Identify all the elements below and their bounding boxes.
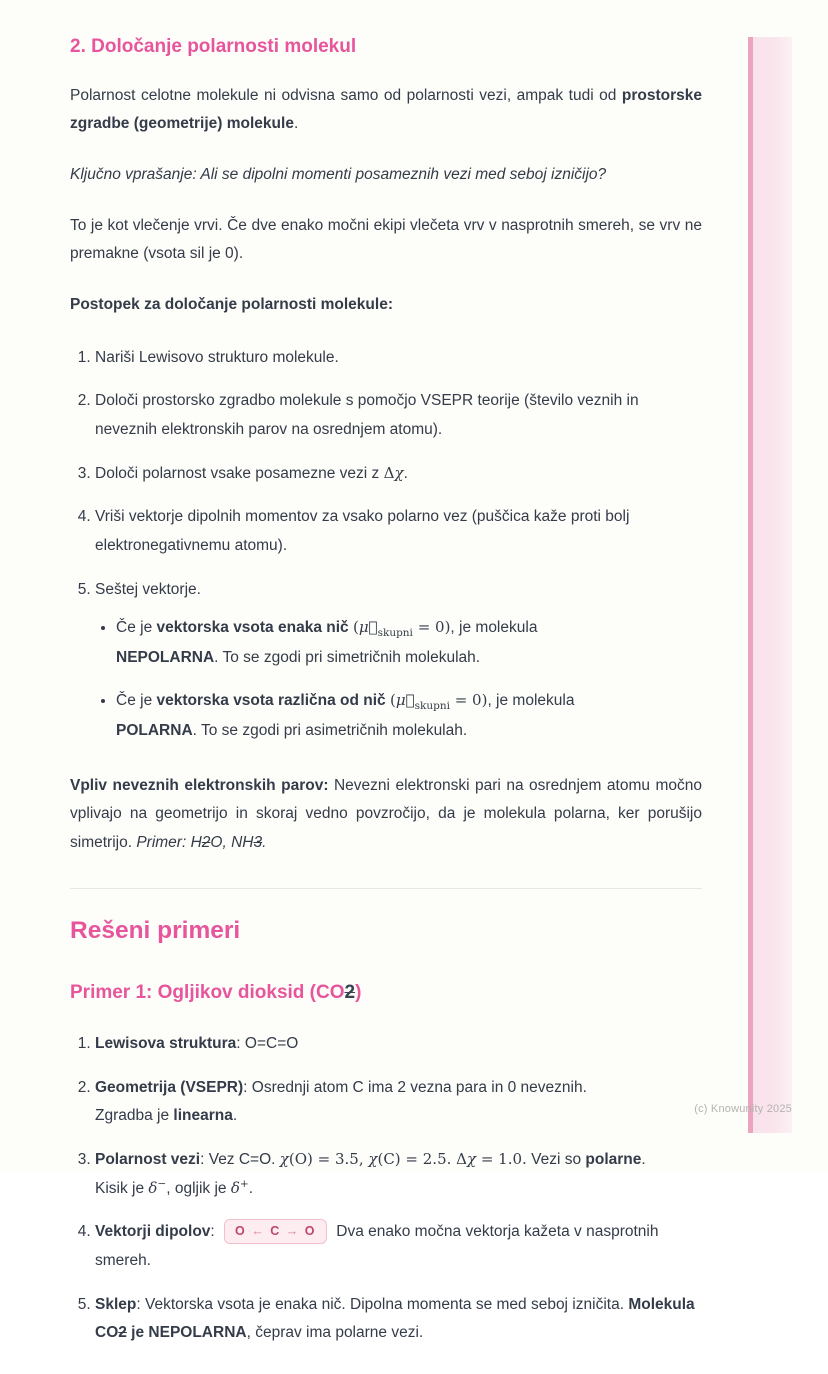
example-title: Primer 1: Ogljikov dioksid (CO2) [70, 982, 362, 1004]
text-run: Zgradba je [95, 1107, 174, 1125]
paragraph-intro [70, 82, 702, 139]
bold-run: polarne [585, 1151, 642, 1169]
strikethrough-subscript: 2 [118, 1324, 127, 1342]
math-mu-total: $(\mu⃗_{skupni} = 0)$ [389, 691, 488, 713]
bold-run: Sklep [95, 1295, 137, 1313]
bold-run: vektorska vsota različna od nič [156, 692, 386, 710]
bold-run: linearna [173, 1107, 233, 1125]
bold-run: POLARNA [116, 721, 193, 739]
math-electronegativity: χ(O) = 3.5, χ(C) = 2.5. Δχ = 1.0. [279, 1150, 527, 1169]
text-run: Seštej vektorje. [95, 580, 201, 598]
text-run: Polarnost celotne molekule ni odvisna samo od polarnosti vezi, ampak tudi od [70, 86, 622, 104]
procedure-list [70, 344, 702, 746]
strikethrough-subscript: 2 [201, 833, 211, 851]
list-item: 1. Nariši Lewisovo strukturo molekule. [95, 344, 702, 373]
bold-run: Geometrija (VSEPR) [95, 1078, 244, 1096]
italic-run: Primer: H [136, 833, 202, 851]
list-item [95, 576, 702, 746]
mu-vector-symbol: μ⃗ [395, 691, 415, 710]
text-run: : [210, 1223, 220, 1241]
italic-run: . [262, 833, 267, 851]
bold-run: Lewisova struktura [95, 1035, 237, 1053]
section-divider [70, 888, 702, 889]
mu-vector-symbol: μ⃗ [358, 618, 378, 637]
paragraph-analogy: To je kot vlečenje vrvi. Če dve enako močni ekipi vlečeta vrv v nasprotnih smereh, se vrv ne premakne (vsota sil je 0). [70, 216, 702, 263]
text-run: Dva enako močna vektorja kažeta v nasprotnih smereh. [95, 1223, 659, 1270]
text-run: , je molekula [487, 692, 575, 710]
bold-run: vektorska vsota enaka nič [156, 619, 349, 637]
text-run: . To se zgodi pri asimetričnih molekulah. [192, 721, 468, 739]
list-item [95, 1074, 702, 1131]
paragraph-lone-pairs [70, 772, 702, 858]
italic-run: O, NH [210, 833, 254, 851]
bold-run: Vpliv neveznih elektronskih parov: [70, 776, 329, 794]
chapter-title: Rešeni primeri [70, 916, 241, 944]
list-item [95, 1030, 702, 1059]
list-item [95, 1291, 702, 1348]
section-title: 2. Določanje polarnosti molekul [70, 36, 357, 57]
text-run: , čeprav ima polarne vezi. [246, 1324, 424, 1342]
left-arrow-icon: ← [251, 1224, 266, 1239]
text-run: . [293, 115, 299, 133]
list-item [95, 460, 702, 489]
text-run: : Vez C=O. [200, 1151, 280, 1169]
math-mu-total: $(\mu⃗_{skupni} = 0)$ [352, 618, 451, 640]
list-item: 4. Vriši vektorje dipolnih momentov za vsako polarno vez (puščica kaže proti bolj elektronegativnemu atomu). [95, 503, 702, 560]
right-arrow-icon: → [285, 1224, 300, 1239]
math-delta-plus: δ+ [230, 1177, 249, 1197]
document-content [70, 34, 702, 1374]
text-run: . [248, 1179, 254, 1197]
bold-run: Molekula CO [95, 1295, 695, 1342]
math-delta-chi: Δχ [383, 463, 404, 482]
text-run: . To se zgodi pri simetričnih molekulah. [214, 648, 481, 666]
example-steps-list [70, 1030, 702, 1348]
text-run: , je molekula [450, 619, 538, 637]
bullet-item [116, 687, 702, 745]
text-run: . [232, 1107, 238, 1125]
bold-run: NEPOLARNA [116, 648, 215, 666]
text-run: , ogljik je [166, 1179, 231, 1197]
list-item [95, 1218, 702, 1275]
text-run: . [403, 464, 408, 482]
list-item [95, 1146, 702, 1203]
bold-run: Polarnost vezi [95, 1151, 201, 1169]
text-run: Nevezni elektronski pari na osrednjem atomu močno vplivajo na geometrijo in skoraj vedno povzročijo, da je molekula polarna, ker porušijo simetrijo. [70, 776, 702, 851]
strikethrough-subscript: 2 [344, 982, 356, 1004]
text-run: Če je [116, 692, 157, 710]
dipole-vector-inline-code: O ← C → O [224, 1219, 327, 1244]
text-run: Kisik je [95, 1179, 149, 1197]
watermark: (c) Knowunity 2025 [694, 1103, 792, 1115]
bold-run: Vektorji dipolov [95, 1223, 211, 1241]
vector-sum-bullets [95, 614, 702, 745]
text-run: : Vektorska vsota je enaka nič. Dipolna momenta se med seboj izničita. [136, 1295, 629, 1313]
math-delta-minus: δ− [148, 1177, 167, 1197]
text-run: Če je [116, 619, 157, 637]
bold-run: je NEPOLARNA [126, 1324, 247, 1342]
text-run: Vezi so [526, 1151, 586, 1169]
text-run: . [641, 1151, 646, 1169]
paragraph-key-question: Ključno vprašanje: Ali se dipolni momenti posameznih vezi med seboj izničijo? [70, 165, 607, 183]
paragraph-procedure-title: Postopek za določanje polarnosti molekule: [70, 296, 393, 313]
text-run: : Osrednji atom C ima 2 vezna para in 0 neveznih. [243, 1078, 587, 1096]
bullet-item [116, 614, 702, 672]
page-accent-bar [748, 37, 792, 1133]
bold-run: prostorske zgradbe (geometrije) molekule [70, 86, 702, 133]
list-item: 2. Določi prostorsko zgradbo molekule s pomočjo VSEPR teorije (število veznih in neveznih elektronskih parov na osrednjem atomu). [95, 387, 702, 444]
text-run: : O=C=O [236, 1035, 299, 1053]
text-run: Določi polarnost vsake posamezne vezi z [95, 464, 384, 482]
strikethrough-subscript: 3 [253, 833, 263, 851]
